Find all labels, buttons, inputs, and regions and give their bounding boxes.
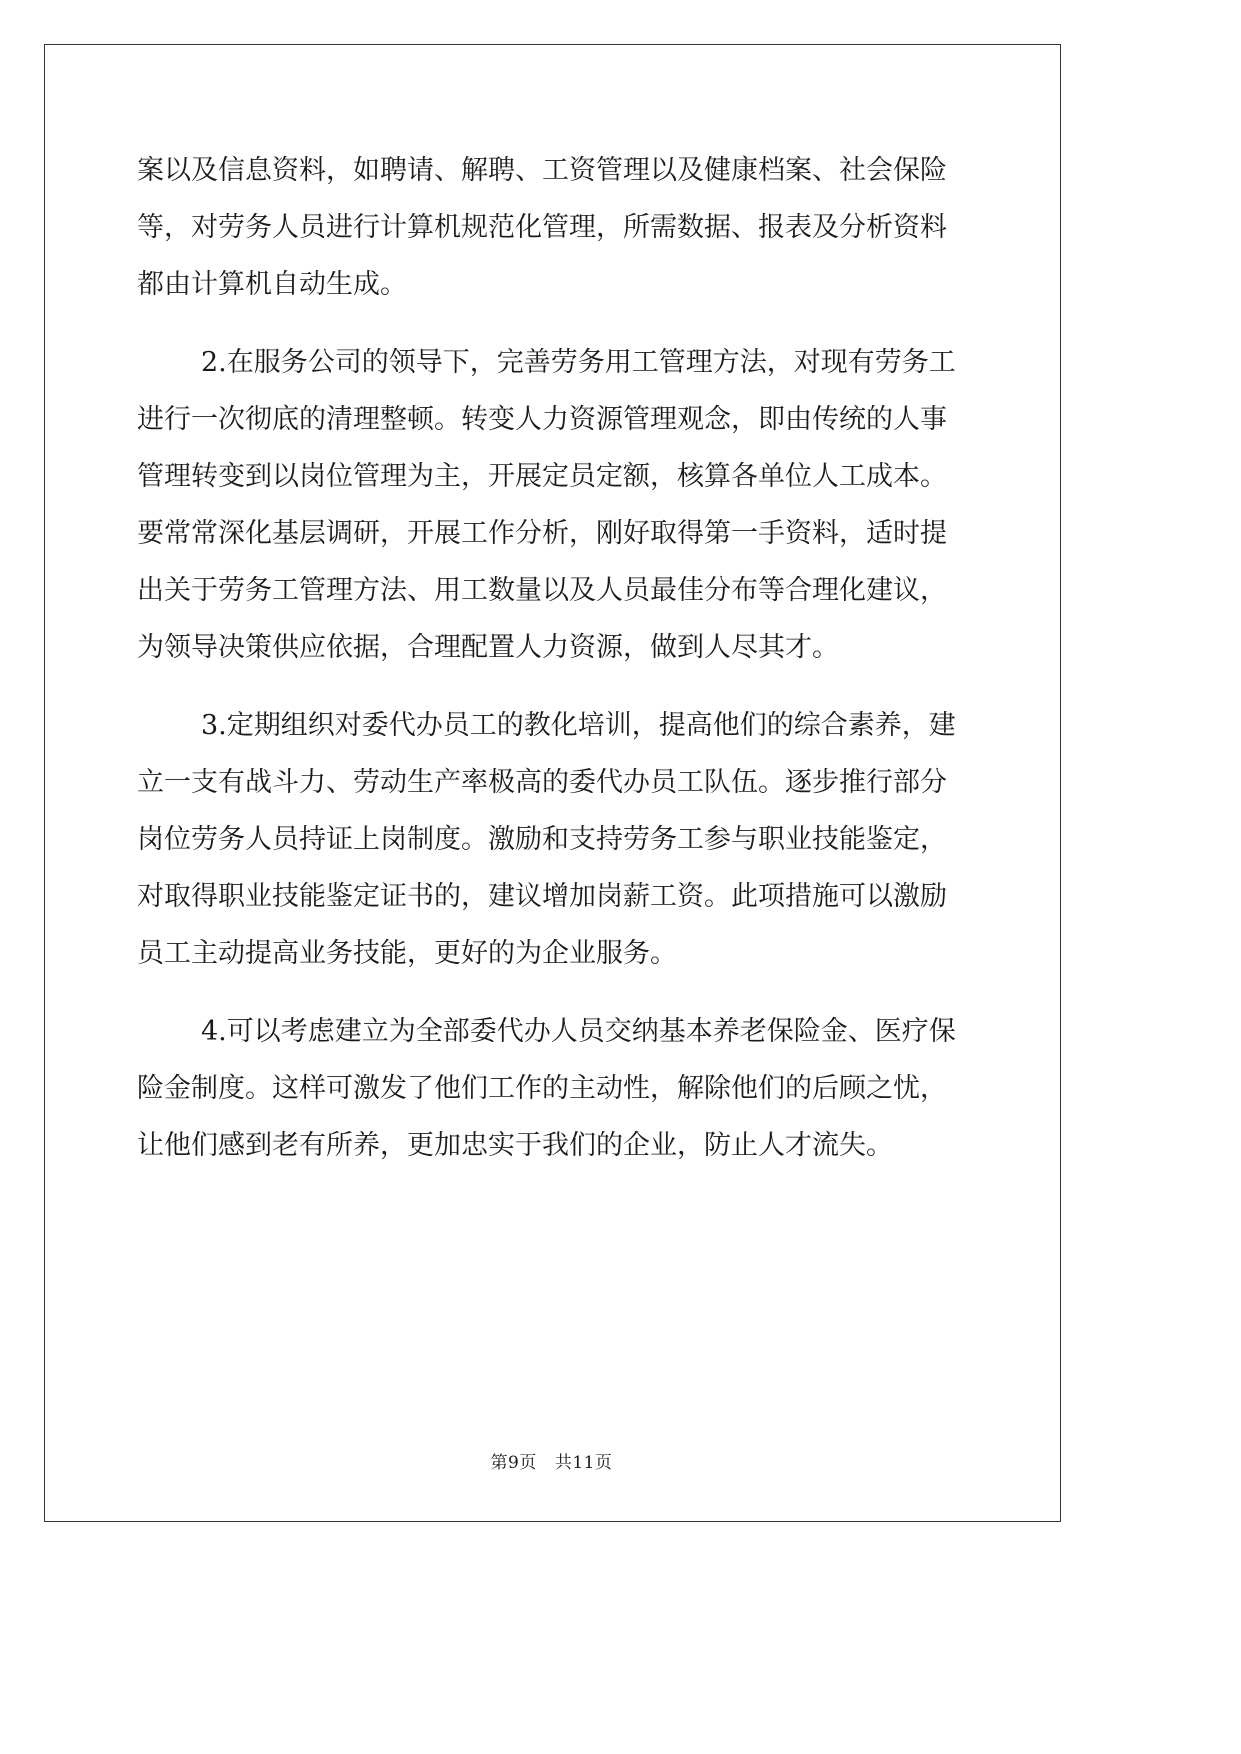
document-body <box>137 142 973 1174</box>
paragraph-3 <box>137 697 973 982</box>
paragraph-4 <box>137 1003 973 1174</box>
text-line: 要常常深化基层调研，开展工作分析，刚好取得第一手资料，适时提 <box>137 518 947 549</box>
text-line: 让他们感到老有所养，更加忠实于我们的企业，防止人才流失。 <box>137 1130 893 1161</box>
text-line: 立一支有战斗力、劳动生产率极高的委代办员工队伍。逐步推行部分 <box>137 767 947 798</box>
text-line: 险金制度。这样可激发了他们工作的主动性，解除他们的后顾之忧， <box>137 1073 947 1104</box>
page-footer <box>0 1448 1103 1473</box>
text-line: 出关于劳务工管理方法、用工数量以及人员最佳分布等合理化建议， <box>137 575 947 606</box>
page-number: 第9页 <box>490 1453 537 1473</box>
text-line: 3.定期组织对委代办员工的教化培训，提高他们的综合素养，建 <box>201 710 956 741</box>
text-line: 进行一次彻底的清理整顿。转变人力资源管理观念，即由传统的人事 <box>137 404 947 435</box>
text-line: 2.在服务公司的领导下，完善劳务用工管理方法，对现有劳务工 <box>201 347 956 378</box>
paragraph-2 <box>137 334 973 676</box>
text-line: 为领导决策供应依据，合理配置人力资源，做到人尽其才。 <box>137 632 839 663</box>
text-line: 管理转变到以岗位管理为主，开展定员定额，核算各单位人工成本。 <box>137 461 947 492</box>
text-line: 4.可以考虑建立为全部委代办人员交纳基本养老保险金、医疗保 <box>201 1016 956 1047</box>
text-line: 对取得职业技能鉴定证书的，建议增加岗薪工资。此项措施可以激励 <box>137 881 947 912</box>
paragraph-1 <box>137 142 973 313</box>
text-line: 等，对劳务人员进行计算机规范化管理，所需数据、报表及分析资料 <box>137 212 947 243</box>
text-line: 员工主动提高业务技能，更好的为企业服务。 <box>137 938 677 969</box>
page-total: 共11页 <box>554 1453 613 1473</box>
text-line: 案以及信息资料，如聘请、解聘、工资管理以及健康档案、社会保险 <box>137 155 947 186</box>
text-line: 岗位劳务人员持证上岗制度。激励和支持劳务工参与职业技能鉴定， <box>137 824 947 855</box>
text-line: 都由计算机自动生成。 <box>137 269 407 300</box>
